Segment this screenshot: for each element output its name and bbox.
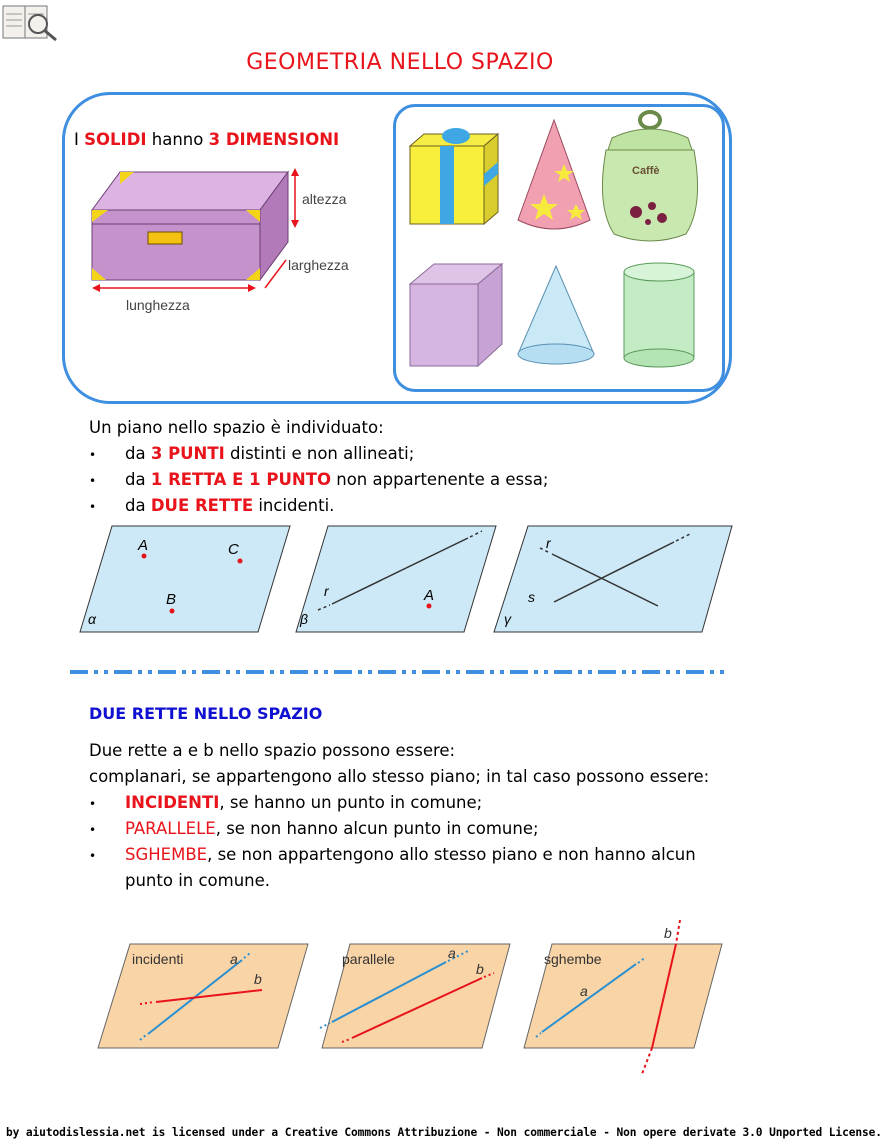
svg-text:b: b	[476, 961, 484, 977]
license-footer: by aiutodislessia.net is licensed under a Creative Commons Attribuzione - Non commerciale - Non opere derivate 3.0 Unported License.	[6, 1126, 882, 1139]
chest-illustration	[80, 160, 380, 320]
dim-width-label: larghezza	[288, 257, 349, 273]
page-title: GEOMETRIA NELLO SPAZIO	[246, 50, 554, 75]
cube-icon	[410, 264, 502, 366]
svg-text:B: B	[166, 591, 177, 608]
lines-item-incident: • INCIDENTI, se hanno un punto in comune;	[89, 790, 869, 816]
lines-figures	[96, 918, 736, 1078]
lines-figure-incident	[98, 944, 308, 1048]
lines-figure-parallel	[320, 944, 510, 1048]
svg-text:r: r	[324, 583, 329, 599]
dim-length-label: lunghezza	[126, 297, 190, 313]
lines-intro-2: complanari, se appartengono allo stesso piano; in tal caso possono essere:	[89, 767, 710, 786]
coffee-jar-icon	[602, 112, 697, 241]
lines-figure-skew	[524, 920, 722, 1074]
lines-section	[89, 738, 869, 894]
plane-item-three-points: • da 3 PUNTI distinti e non allineati;	[89, 441, 849, 467]
site-logo	[2, 2, 60, 50]
section-divider	[70, 668, 724, 676]
svg-text:incidenti: incidenti	[132, 951, 184, 967]
gift-box-icon	[410, 128, 498, 224]
lines-heading: DUE RETTE NELLO SPAZIO	[89, 704, 323, 723]
svg-text:a: a	[580, 983, 588, 999]
svg-text:r: r	[546, 535, 551, 551]
solids-gallery	[400, 110, 716, 382]
lines-item-skew-cont: punto in comune.	[125, 871, 271, 890]
svg-text:parallele: parallele	[342, 951, 395, 967]
lines-intro-1: Due rette a e b nello spazio possono essere:	[89, 741, 456, 760]
plane-item-line-point: • da 1 RETTA E 1 PUNTO non appartenente a essa;	[89, 467, 849, 493]
svg-text:s: s	[528, 589, 535, 605]
svg-text:A: A	[138, 537, 149, 554]
svg-text:a: a	[230, 951, 238, 967]
lines-item-skew: • SGHEMBE, se non appartengono allo stesso piano e non hanno alcun	[89, 842, 869, 868]
cone-icon	[518, 266, 594, 364]
svg-text:β: β	[300, 611, 308, 627]
plane-figure-line-point	[296, 526, 496, 632]
plane-section	[89, 415, 849, 519]
party-hat-icon	[518, 120, 590, 229]
svg-text:α: α	[88, 611, 96, 627]
plane-figures	[78, 524, 738, 636]
solids-intro: I SOLIDI hanno 3 DIMENSIONI	[74, 130, 340, 149]
plane-figure-three-points	[80, 526, 290, 632]
dim-height-label: altezza	[302, 191, 347, 207]
plane-intro: Un piano nello spazio è individuato:	[89, 418, 384, 437]
svg-text:b: b	[664, 925, 672, 941]
svg-text:C: C	[228, 541, 239, 558]
cylinder-icon	[624, 263, 694, 367]
plane-item-two-lines: • da DUE RETTE incidenti.	[89, 493, 849, 519]
lines-item-parallel: • PARALLELE, se non hanno alcun punto in comune;	[89, 816, 869, 842]
svg-text:A: A	[424, 587, 435, 604]
svg-text:a: a	[448, 945, 456, 961]
plane-figure-two-lines	[494, 526, 732, 632]
svg-text:Caffè: Caffè	[632, 165, 660, 177]
svg-text:sghembe: sghembe	[544, 951, 602, 967]
svg-text:b: b	[254, 971, 262, 987]
svg-text:γ: γ	[504, 611, 511, 627]
